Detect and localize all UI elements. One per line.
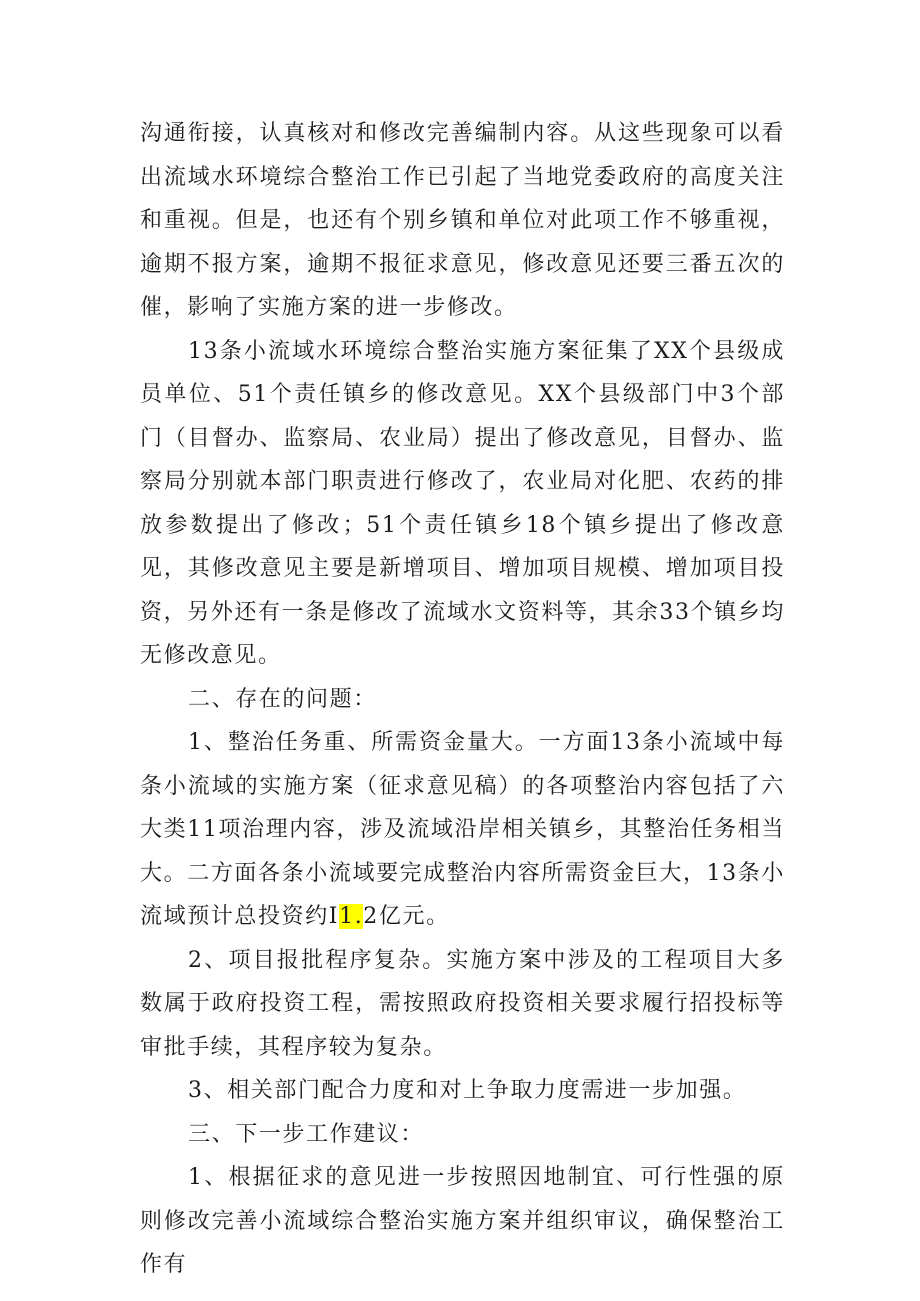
paragraph-problem-3: 3、相关部门配合力度和对上争取力度需进一步加强。 (188, 1078, 747, 1103)
paragraph-problem-1 (140, 721, 785, 939)
paragraph-problem-2: 2、项目报批程序复杂。实施方案中涉及的工程项目大多数属于政府投资工程，需按照政府投资相关要求履行招投标等审批手续，其程序较为复杂。 (140, 947, 785, 1060)
section-heading-suggestions: 三、下一步工作建议： (188, 1121, 425, 1147)
problem-1-text: 1、整治任务重、所需资金量大。一方面13条小流域中每条小流域的实施方案（征求意见稿）的各项整治内容包括了六大类11项治理内容，涉及流域沿岸相关镇乡，其整治任务相当大。二方面各条小流域要完成整治内容所需资金巨大，13条小流域预计总投资约I (140, 730, 785, 929)
highlighted-text: 1. (339, 904, 364, 929)
paragraph-continuation: 沟通衔接，认真核对和修改完善编制内容。从这些现象可以看出流域水环境综合整治工作已引起了当地党委政府的高度关注和重视。但是，也还有个别乡镇和单位对此项工作不够重视，逾期不报方案，逾期不报征求意见，修改意见还要三番五次的催，影响了实施方案的进一步修改。 (140, 121, 785, 320)
document-body (140, 112, 785, 1287)
section-heading-problems: 二、存在的问题： (188, 686, 377, 712)
paragraph-suggestion-1: 1、根据征求的意见进一步按照因地制宜、可行性强的原则修改完善小流域综合整治实施方案并组织审议，确保整治工作有 (140, 1165, 785, 1277)
paragraph-consultation-summary: 13条小流域水环境综合整治实施方案征集了XX个县级成员单位、51个责任镇乡的修改意见。XX个县级部门中3个部门（目督办、监察局、农业局）提出了修改意见，目督办、监察局分别就本部门职责进行修改了，农业局对化肥、农药的排放参数提出了修改；51个责任镇乡18个镇乡提出了修改意见，其修改意见主要是新增项目、增加项目规模、增加项目投资，另外还有一条是修改了流域水文资料等，其余33个镇乡均无修改意见。 (140, 338, 785, 668)
problem-1-text-end: 2亿元。 (363, 904, 450, 929)
